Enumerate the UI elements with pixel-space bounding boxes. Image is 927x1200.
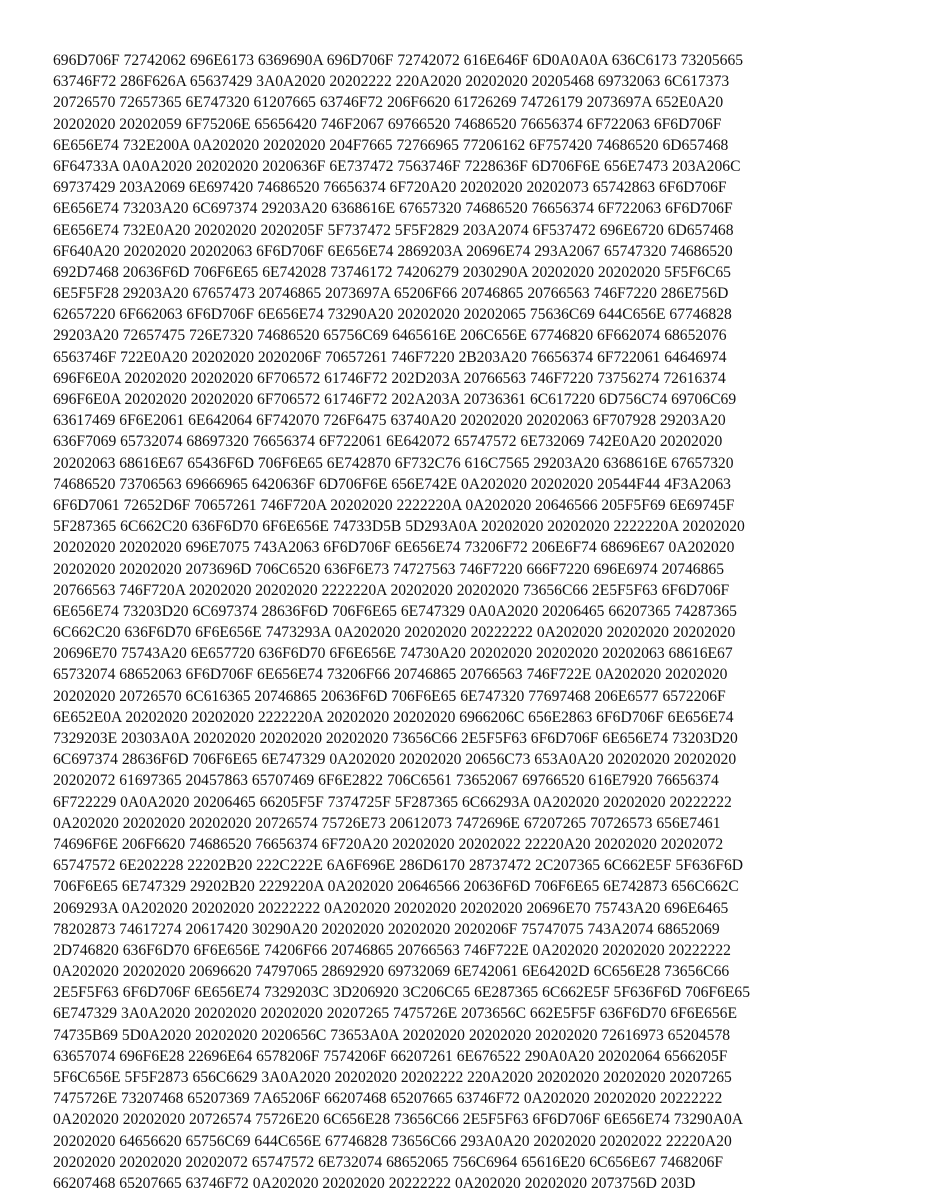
text-line: 6C662C20 636F6D70 6F6E656E 7473293A 0A202020 20202020 20222222 0A202020 20202020 20202020 [53, 624, 736, 642]
text-line: 696F6E0A 20202020 20202020 6F706572 61746F72 202A203A 20736361 6C617220 6D756C74 69706C69 [53, 391, 737, 408]
text-line: 6E656E74 732E0A20 20202020 2020205F 5F737472 5F5F2829 203A2074 6F537472 696E6720 6D657468 [53, 221, 734, 239]
text-line: 6E656E74 732E200A 0A202020 20202020 204F7665 72766965 77206162 6F757420 74686520 6D657468 [53, 136, 729, 154]
text-line: 696D706F 72742062 696E6173 6369690A 696D706F 72742072 616E646F 6D0A0A0A 636C6173 73205665 [53, 52, 744, 69]
text-line: 63657074 696F6E28 22696E64 6578206F 7574206F 66207261 6E676522 290A0A20 20202064 6566205F [53, 1047, 728, 1065]
text-line: 6F722229 0A0A2020 20206465 66205F5F 7374725F 5F287365 6C66293A 0A202020 20202020 20222222 [53, 793, 732, 811]
text-line: 29203A20 72657475 726E7320 74686520 65756C69 6465616E 206C656E 67746820 6F662074 68652076 [53, 327, 727, 345]
text-line: 6E656E74 73203A20 6C697374 29203A20 6368616E 67657320 74686520 76656374 6F722063 6F6D706F [53, 200, 733, 218]
text-line: 2069293A 0A202020 20202020 20222222 0A202020 20202020 20202020 20696E70 75743A20 696E6465 [53, 899, 729, 917]
text-line: 636F7069 65732074 68697320 76656374 6F722061 6E642072 65747572 6E732069 742E0A20 20202020 [53, 433, 723, 451]
text-line: 20202063 68616E67 65436F6D 706F6E65 6E742870 6F732C76 616C7565 29203A20 6368616E 67657320 [53, 454, 734, 472]
text-line: 20202020 20726570 6C616365 20746865 20636F6D 706F6E65 6E747320 77697468 206E6577 6572206F [53, 687, 726, 705]
text-line: 0A202020 20202020 20726574 75726E20 6C656E28 73656C66 2E5F5F63 6F6D706F 6E656E74 73290A0A [53, 1111, 744, 1129]
text-line: 706F6E65 6E747329 29202B20 2229220A 0A202020 20646566 20636F6D 706F6E65 6E742873 656C662C [53, 878, 739, 896]
text-line: 6E656E74 73203D20 6C697374 28636F6D 706F6E65 6E747329 0A0A2020 20206465 66207365 74287365 [53, 602, 737, 620]
text-line: 74696F6E 206F6620 74686520 76656374 6F720A20 20202020 20202022 22220A20 20202020 20202072 [53, 835, 724, 853]
text-line: 5F6C656E 5F5F2873 656C6629 3A0A2020 20202020 20202222 220A2020 20202020 20202020 20207265 [53, 1069, 732, 1086]
text-line: 2D746820 636F6D70 6F6E656E 74206F66 20746865 20766563 746F722E 0A202020 20202020 20222222 [53, 941, 731, 959]
text-line: 65747572 6E202228 22202B20 222C222E 6A6F696E 286D6170 28737472 2C207365 6C662E5F 5F636F6D [53, 857, 744, 875]
text-line: 78202873 74617274 20617420 30290A20 20202020 20202020 2020206F 75747075 743A2074 68652069 [53, 920, 720, 938]
text-line: 65732074 68652063 6F6D706F 6E656E74 73206F66 20746865 20766563 746F722E 0A202020 20202020 [53, 666, 728, 684]
text-line: 6C697374 28636F6D 706F6E65 6E747329 0A202020 20202020 20656C73 653A0A20 20202020 20202020 [53, 751, 737, 769]
text-line: 62657220 6F662063 6F6D706F 6E656E74 73290A20 20202020 20202065 75636C69 644C656E 67746828 [53, 306, 732, 324]
text-line: 20766563 746F720A 20202020 20202020 2222220A 20202020 20202020 73656C66 2E5F5F63 6F6D706F [53, 581, 730, 599]
text-line: 7329203E 20303A0A 20202020 20202020 20202020 73656C66 2E5F5F63 6F6D706F 6E656E74 73203D20 [53, 730, 738, 747]
text-line: 20696E70 75743A20 6E657720 636F6D70 6F6E656E 74730A20 20202020 20202020 20202063 68616E67 [53, 645, 733, 663]
text-line: 63746F72 286F626A 65637429 3A0A2020 20202222 220A2020 20202020 20205468 69732063 6C617373 [53, 73, 730, 91]
text-line: 20202020 20202020 696E7075 743A2063 6F6D706F 6E656E74 73206F72 206E6F74 68696E67 0A202020 [53, 539, 735, 557]
text-line: 7475726E 73207468 65207369 7A65206F 66207468 65207665 63746F72 0A202020 20202020 20222222 [53, 1090, 723, 1108]
text-line: 6F6D7061 72652D6F 70657261 746F720A 20202020 2222220A 0A202020 20646566 205F5F69 6E69745F [53, 496, 735, 514]
text-line: 20202020 20202059 6F75206E 65656420 746F2067 69766520 74686520 76656374 6F722063 6F6D706F [53, 115, 722, 133]
text-line: 63617469 6F6E2061 6E642064 6F742070 726F6475 63740A20 20202020 20202063 6F707928 29203A20 [53, 412, 726, 430]
text-line: 0A202020 20202020 20202020 20726574 75726E73 20612073 7472696E 67207265 70726573 656E7461 [53, 814, 721, 832]
text-line: 74686520 73706563 69666965 6420636F 6D706F6E 656E742E 0A202020 20202020 20544F44 4F3A2063 [53, 475, 731, 493]
text-line: 20202020 20202020 20202072 65747572 6E732074 68652065 756C6964 65616E20 6C656E67 7468206F [53, 1153, 724, 1171]
text-line: 5F287365 6C662C20 636F6D70 6F6E656E 74733D5B 5D293A0A 20202020 20202020 2222220A 20202020 [53, 518, 745, 536]
text-line: 20726570 72657365 6E747320 61207665 63746F72 206F6620 61726269 74726179 2073697A 652E0A20 [53, 94, 724, 112]
text-line: 6E5F5F28 29203A20 67657473 20746865 2073697A 65206F66 20746865 20766563 746F7220 286E756D [53, 285, 729, 303]
text-line: 69737429 203A2069 6E697420 74686520 76656374 6F720A20 20202020 20202073 65742863 6F6D706F [53, 179, 727, 197]
text-line: 66207468 65207665 63746F72 0A202020 20202020 20222222 0A202020 20202020 2073756D 203D [53, 1174, 696, 1192]
hex-text-body [53, 50, 887, 1194]
text-line: 6563746F 722E0A20 20202020 2020206F 70657261 746F7220 2B203A20 76656374 6F722061 64646974 [53, 348, 727, 366]
text-line: 0A202020 20202020 20696620 74797065 28692920 69732069 6E742061 6E64202D 6C656E28 73656C66 [53, 963, 730, 981]
text-line: 20202020 64656620 65756C69 644C656E 67746828 73656C66 293A0A20 20202020 20202022 22220A20 [53, 1132, 732, 1150]
text-line: 74735B69 5D0A2020 20202020 2020656C 73653A0A 20202020 20202020 20202020 72616973 65204578 [53, 1026, 731, 1044]
text-line: 20202020 20202020 2073696D 706C6520 636F6E73 74727563 746F7220 666F7220 696E6974 20746865 [53, 560, 724, 578]
text-line: 2E5F5F63 6F6D706F 6E656E74 7329203C 3D206920 3C206C65 6E287365 6C662E5F 5F636F6D 706F6E65 [53, 984, 751, 1002]
text-line: 692D7468 20636F6D 706F6E65 6E742028 73746172 74206279 2030290A 20202020 20202020 5F5F6C65 [53, 263, 731, 281]
text-line: 696F6E0A 20202020 20202020 6F706572 61746F72 202D203A 20766563 746F7220 73756274 72616374 [53, 369, 726, 387]
text-line: 6F64733A 0A0A2020 20202020 2020636F 6E737472 7563746F 7228636F 6D706F6E 656E7473 203A206C [53, 157, 741, 175]
text-line: 6F640A20 20202020 20202063 6F6D706F 6E656E74 2869203A 20696E74 293A2067 65747320 74686520 [53, 242, 733, 260]
text-line: 20202072 61697365 20457863 65707469 6F6E2822 706C6561 73652067 69766520 616E7920 76656374 [53, 772, 719, 790]
text-line: 6E747329 3A0A2020 20202020 20202020 20207265 7475726E 2073656C 662E5F5F 636F6D70 6F6E656E [53, 1005, 737, 1023]
text-line: 6E652E0A 20202020 20202020 2222220A 20202020 20202020 6966206C 656E2863 6F6D706F 6E656E74 [53, 708, 734, 726]
